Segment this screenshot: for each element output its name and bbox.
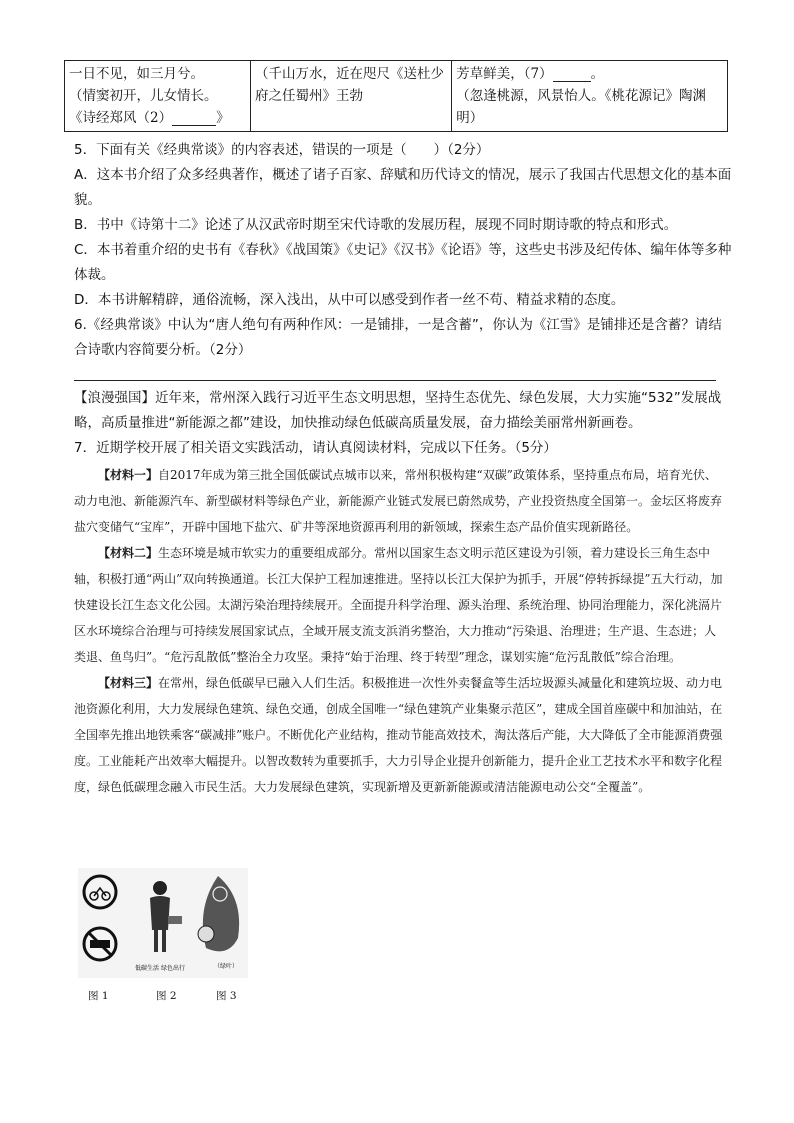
blank-2 [172, 111, 216, 126]
answer-line [74, 380, 716, 381]
materials [74, 462, 726, 800]
question-6: 6.《经典常谈》中认为“唐人绝句有两种作风：一是铺排，一是含蓄”，你认为《江雪》是铺排还是含蓄？请结合诗歌内容简要分析。（2分） [74, 317, 722, 358]
table-cell-3: 芳草鲜美，（7） 。 （忽逢桃源，风景怡人。《桃花源记》陶渊 明） [452, 61, 728, 132]
q5-option-a: A．这本书介绍了众多经典著作，概述了诸子百家、辞赋和历代诗文的情况，展示了我国古代思想文化的基本面貌。 [74, 167, 732, 208]
section-intro [74, 386, 734, 461]
figure-3-label: 图 3 [216, 990, 237, 1002]
q5-option-b: B．书中《诗第十二》论述了从汉武帝时期至宋代诗歌的发展历程，展现不同时期诗歌的特点和形式。 [74, 217, 678, 233]
figure-2-label: 图 2 [156, 990, 177, 1002]
material-1: 【材料一】自2017年成为第三批全国低碳试点城市以来，常州积极构建“双碳”政策体系，坚持重点布局，培育光伏、动力电池、新能源汽车、新型碳材料等绿色产业，新能源产业链式发展已蔚然成势，产业投资热度全国第一。金坛区将废弃盐穴变储气“宝库”，开辟中国地下盐穴、矿井等深地资源再利用的新领域，探索生态产品价值实现新路径。 [74, 468, 723, 534]
intro-text: 【浪漫强国】近年来，常州深入践行习近平生态文明思想，坚持生态优先、绿色发展，大力实施“532”发展战略，高质量推进“新能源之都”建设，加快推动绿色低碳高质量发展，奋力描绘美丽常州新画卷。 [74, 390, 722, 431]
blank-7 [553, 67, 591, 82]
figures [78, 868, 248, 980]
material-3: 【材料三】在常州，绿色低碳早已融入人们生活。积极推进一次性外卖餐盒等生活垃圾源头减量化和建筑垃圾、动力电池资源化利用，大力发展绿色建筑、绿色交通，创成全国唯一“绿色建筑产业集聚示范区”，建成全国首座碳中和加油站，在全国率先推出地铁乘客“碳减排”账户。不断优化产业结构，推动节能高效技术，淘汰落后产能，大大降低了全市能源消费强度。工业能耗产出效率大幅提升。以智改数转为重要抓手，大力引导企业提升创新能力，提升企业工艺技术水平和数字化程度，绿色低碳理念融入市民生活。大力发展绿色建筑，实现新增及更新新能源或清洁能源电动公交“全覆盖”。 [74, 676, 723, 794]
material-2: 【材料二】生态环境是城市软实力的重要组成部分。常州以国家生态文明示范区建设为引领，着力建设长三角生态中轴，积极打通“两山”双向转换通道。长江大保护工程加速推进。坚持以长江大保护为抓手，开展“停转拆绿提”五大行动，加快建设长江生态文化公园。太湖污染治理持续展开。全面提升科学治理、源头治理、系统治理、协同治理能力，深化洮滆片区水环境综合治理与可持续发展国家试点，全域开展支流支浜消劣整治，大力推动“污染退、治理进；生产退、生态进；人类退、鱼鸟归”。“危污乱散低”整治全力攻坚。秉持“始于治理、终于转型”理念，谋划实施“危污乱散低”综合治理。 [74, 546, 723, 664]
figure-1-label: 图 1 [88, 990, 109, 1002]
table-cell-2: （千山万水，近在咫尺《送杜少 府之任蜀州》王勃 [250, 61, 451, 132]
q5-stem: 5．下面有关《经典常谈》的内容表述，错误的一项是（ ）（2分） [74, 142, 490, 158]
figure-2-caption: 低碳生活 绿色出行 [135, 965, 185, 972]
table-cell-1: 一日不见，如三月兮。 （情窦初开，儿女情长。 《诗经郑风（2） 》 [65, 61, 251, 132]
q5-option-d: D．本书讲解精辟，通俗流畅，深入浅出，从中可以感受到作者一丝不苟、精益求精的态度。 [74, 292, 625, 308]
figure-3-caption: （绿叶） [214, 963, 239, 970]
q5-option-c: C．本书着重介绍的史书有《春秋》《战国策》《史记》《汉书》《论语》等，这些史书涉及纪传体、编年体等多种体裁。 [74, 242, 732, 283]
question-7: 7．近期学校开展了相关语文实践活动，请认真阅读材料，完成以下任务。（5分） [74, 440, 557, 456]
question-5 [74, 138, 734, 363]
poem-table [64, 60, 728, 132]
